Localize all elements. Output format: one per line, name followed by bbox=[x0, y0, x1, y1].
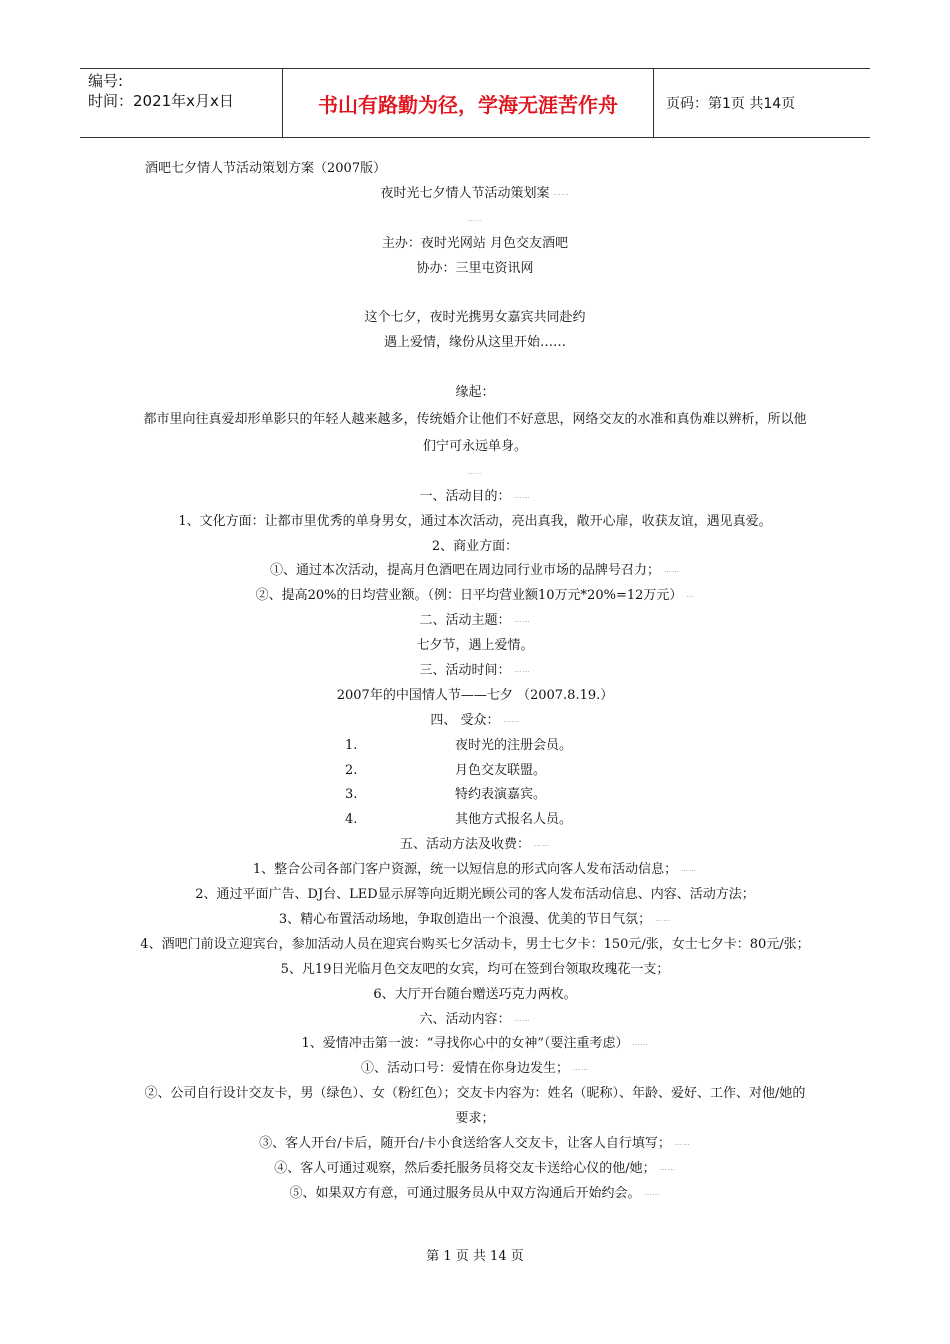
origin-paragraph: 都市里向往真爱却形单影只的年轻人越来越多，传统婚介让他们不好意思，网络交友的水准和真伪难以辨析，所以他们宁可永远单身。 bbox=[143, 411, 807, 454]
purpose-culture: 1、文化方面：让都市里优秀的单身男女，通过本次活动，亮出真我，敞开心扉，收获友谊，遇见真爱。 bbox=[178, 513, 772, 529]
header-page-info: 页码：第1页 共14页 bbox=[666, 96, 796, 112]
section-time-heading: 三、活动时间： …… bbox=[419, 663, 531, 679]
method-item-2: 2、通过平面广告、DJ台、LED显示屏等向近期光顾公司的客人发布活动信息、内容、活动方法； bbox=[195, 887, 755, 903]
audience-item: 4. 其他方式报名人员。 bbox=[345, 812, 573, 828]
document-number-label: 编号: bbox=[88, 72, 124, 90]
header-motto: 书山有路勤为径，学海无涯苦作舟 bbox=[282, 69, 654, 137]
header-meta bbox=[80, 69, 282, 137]
tagline-2: 遇上爱情，缘份从这里开始…… bbox=[383, 335, 566, 351]
method-item-3: 3、精心布置活动场地，争取创造出一个浪漫、优美的节日气氛； …… bbox=[278, 911, 672, 927]
content-item-6: ⑤、如果双方有意，可通过服务员从中双方沟通后开始约会。 …… bbox=[289, 1185, 661, 1201]
content-item-5: ④、客人可通过观察，然后委托服务员将交友卡送给心仪的他/她； …… bbox=[274, 1160, 676, 1176]
theme-text: 七夕节，遇上爱情。 bbox=[416, 638, 534, 654]
purpose-brand: ①、通过本次活动，提高月色酒吧在周边同行业市场的品牌号召力； …… bbox=[269, 563, 680, 579]
document-subtitle: 夜时光七夕情人节活动策划案 …… bbox=[380, 185, 570, 201]
time-text: 2007年的中国情人节——七夕 （2007.8.19.） bbox=[336, 687, 614, 703]
tagline-1: 这个七夕，夜时光携男女嘉宾共同赴约 bbox=[364, 310, 586, 326]
content-item-2: ①、活动口号：爱情在你身边发生； …… bbox=[360, 1061, 589, 1077]
section-purpose-heading: 一、活动目的： …… bbox=[419, 488, 531, 504]
host-line: 主办：夜时光网站 月色交友酒吧 bbox=[381, 235, 569, 251]
page-footer: 第 1 页 共 14 页 bbox=[426, 1249, 524, 1264]
method-item-5: 5、凡19日光临月色交友吧的女宾，均可在签到台领取玫瑰花一支； bbox=[280, 961, 670, 977]
audience-item: 3. 特约表演嘉宾。 bbox=[345, 787, 547, 803]
document-body: 酒吧七夕情人节活动策划方案（2007版） 夜时光七夕情人节活动策划案 …… …… 主办：夜时光网站 月色交友酒吧 协办：三里屯资讯网 这个七夕，夜时光携男女嘉宾共同赴约 遇上爱情，缘份从这里开始…… 缘起： 都市里向往真爱却形单影只的年轻人越来越多，传统婚介让他们不好意思，网络交友的水准和真伪难以辨析，所以他们宁可永远单身。 …… 一、活动目的： …… 1、文化方面：让都市里优秀的单身男女，通过本次活动，亮出真我，敞开心扉，收获友谊，遇见真爱。 2、商业方面： ①、通过本次活动，提高月色酒吧在周边同行业市场的品牌号召力； …… ②、提高20%的日均营业额。（例：日平均营业额10万元*20%=12万元） … 二、活动主题： …… 七夕节，遇上爱情。 三、活动时间： …… 2007年的中国情人节——七夕 （2007.8.19.） 四、 受众： …… 1. 夜时光的注册会员。 2. 月色交友联盟。 3. 特约表演嘉宾。 4. 其他方式报名人员。 五、活动方法及收费： …… 1、整合公司各部门客户资源，统一以短信息的形式向客人发布活动信息； …… 2、通过平面广告、DJ台、LED显示屏等向近期光顾公司的客人发布活动信息、内容、活动方法； 3、精心布置活动场地，争取创造出一个浪漫、优美的节日气氛； …… 4、酒吧门前设立迎宾台，参加活动人员在迎宾台购买七夕活动卡，男士七夕卡：150元/张，女士七夕卡：80元/张； 5、凡19日光临月色交友吧的女宾，均可在签到台领取玫瑰花一支； 6、大厅开台随台赠送巧克力两枚。 六、活动内容： …… 1、爱情冲击第一波：“寻找你心中的女神”（要注重考虑） …… ①、活动口号：爱情在你身边发生； …… ②、公司自行设计交友卡，男（绿色）、女（粉红色）；交友卡内容为：姓名（昵称）、年龄、爱好、工作、对他/她的要求； ③、客人开台/卡后，随开台/卡小食送给客人交友卡，让客人自行填写； …… ④、客人可通过观察，然后委托服务员将交友卡送给心仪的他/她； …… ⑤、如果双方有意，可通过服务员从中双方沟通后开始约会。 …… bbox=[140, 157, 810, 1207]
section-content-heading: 六、活动内容： …… bbox=[419, 1011, 531, 1027]
document-date: 时间：2021年x月x日 bbox=[88, 92, 234, 110]
content-item-1: 1、爱情冲击第一波：“寻找你心中的女神”（要注重考虑） …… bbox=[301, 1036, 649, 1052]
cohost-line: 协办：三里屯资讯网 bbox=[416, 260, 534, 276]
audience-item: 1. 夜时光的注册会员。 bbox=[345, 737, 573, 753]
method-item-1: 1、整合公司各部门客户资源，统一以短信息的形式向客人发布活动信息； …… bbox=[252, 862, 698, 878]
section-theme-heading: 二、活动主题： …… bbox=[419, 613, 531, 629]
content-item-3: ②、公司自行设计交友卡，男（绿色）、女（粉红色）；交友卡内容为：姓名（昵称）、年龄、爱好、工作、对他/她的要求； bbox=[144, 1086, 806, 1127]
audience-item: 2. 月色交友联盟。 bbox=[345, 762, 547, 778]
section-method-heading: 五、活动方法及收费： …… bbox=[399, 837, 550, 853]
page-header bbox=[80, 68, 870, 138]
document-title: 酒吧七夕情人节活动策划方案（2007版） bbox=[145, 161, 387, 176]
content-item-4: ③、客人开台/卡后，随开台/卡小食送给客人交友卡，让客人自行填写； …… bbox=[259, 1136, 691, 1151]
method-item-4: 4、酒吧门前设立迎宾台，参加活动人员在迎宾台购买七夕活动卡，男士七夕卡：150元/张，女士七夕卡：80元/张； bbox=[140, 936, 810, 952]
purpose-business: 2、商业方面： bbox=[431, 538, 519, 554]
method-item-6: 6、大厅开台随台赠送巧克力两枚。 bbox=[373, 986, 577, 1002]
origin-heading: 缘起： bbox=[455, 385, 495, 401]
section-audience-heading: 四、 受众： …… bbox=[430, 712, 520, 728]
purpose-revenue: ②、提高20%的日均营业额。（例：日平均营业额10万元*20%=12万元） … bbox=[255, 588, 695, 604]
